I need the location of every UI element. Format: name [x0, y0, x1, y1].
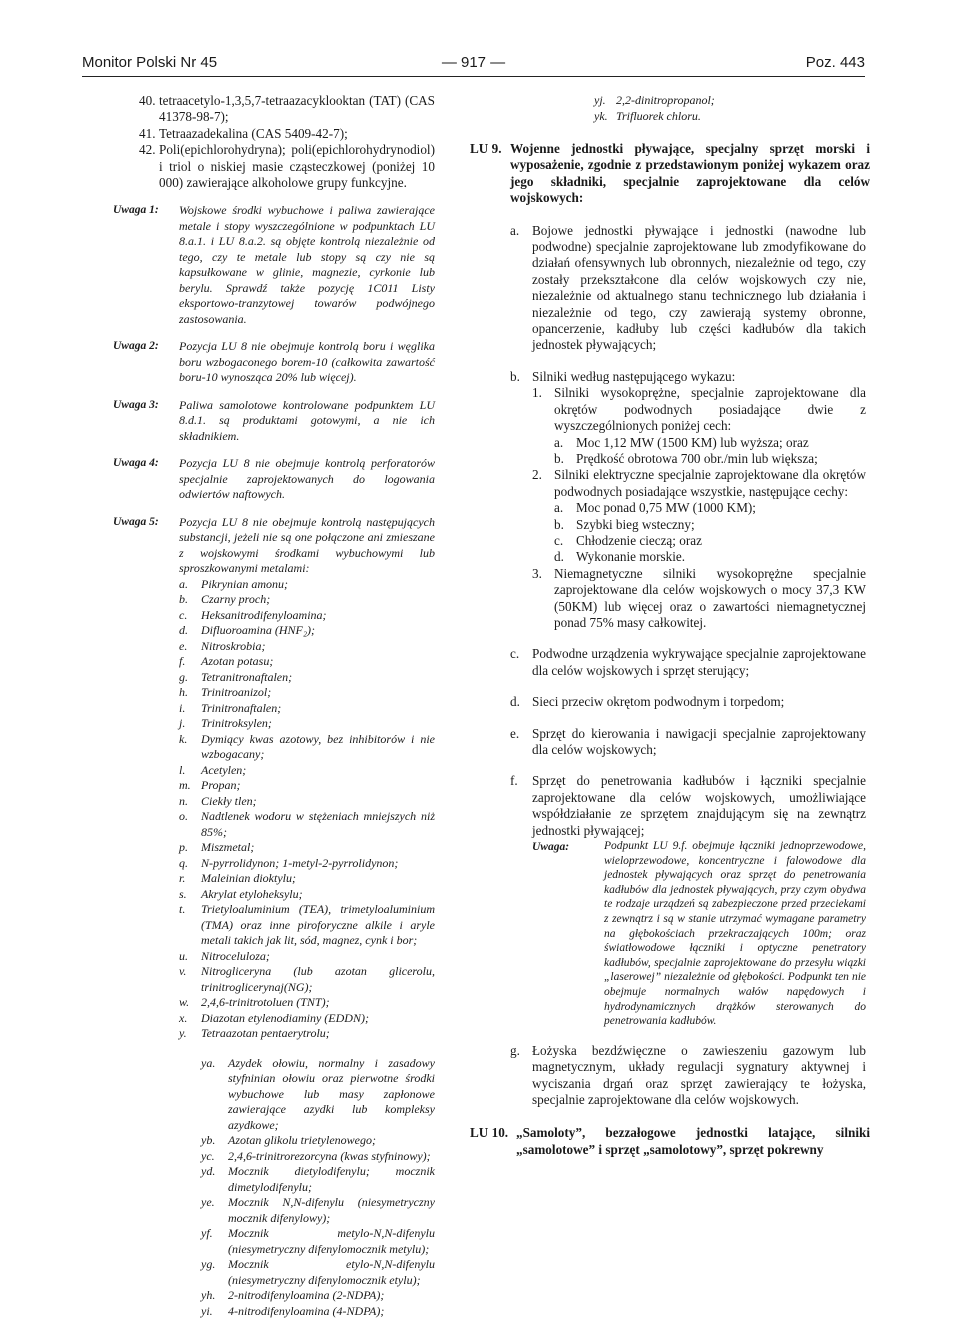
- page-header: [82, 54, 865, 76]
- list-item-letter: yb.: [201, 1133, 216, 1148]
- list-item-letter: yi.: [201, 1303, 213, 1318]
- note-label: Uwaga:: [532, 841, 570, 854]
- list-item: [179, 995, 435, 1011]
- list-item: [554, 517, 866, 533]
- engine-1-criteria: [554, 435, 866, 468]
- list-item-letter: b.: [554, 450, 564, 466]
- section-title: Wojenne jednostki pływające, specjalny sprzęt morski i wyposażenie, zgodnie z przedstawionym poniżej wykazem oraz jego składniki, specjalnie zaprojektowane dla celów wojskowych:: [510, 141, 870, 206]
- list-item-text: Tetranitronaftalen;: [201, 669, 293, 684]
- list-item-text: Akrylat etyloheksylu;: [201, 886, 303, 901]
- list-item: [179, 577, 435, 593]
- list-item-letter: a.: [179, 576, 188, 591]
- substance-list-extended: [201, 1056, 435, 1319]
- list-item-text: 4-nitrodifenyloamina (4-NDPA);: [228, 1303, 385, 1318]
- list-item-text: Mocznik N,N-difenylu (niesymetryczny mocznik difenylowy);: [228, 1195, 435, 1225]
- list-item: 40. tetraacetylo-1,3,5,7-tetraazacyklooktan (TAT) (CAS 41378-98-7);: [139, 93, 435, 125]
- list-item: [179, 654, 435, 670]
- list-item: [179, 1026, 435, 1042]
- list-item-text: Wykonanie morskie.: [576, 549, 686, 565]
- list-item: yj. 2,2-dinitropropanol;: [594, 93, 715, 107]
- list-item: [201, 1056, 435, 1134]
- lu9-item-a: a. Bojowe jednostki pływające i jednostki (nawodne lub podwodne) specjalnie zaprojektowane lub zmodyfikowane do działań ofensywnych lub obronnych, niezależnie od tego, czy zostały przekształcone dla celów wojskowych czy nie, niezależnie od aktualnego stanu technicznego lub działania i niezależnie od tego, czy zawierają systemy obronne, opancerzenie, kadłuby lub części kadłubów dla takich jednostek pływających;: [510, 222, 866, 353]
- list-item: [179, 887, 435, 903]
- list-item: [201, 1149, 435, 1165]
- lu9-item-g: g. Łożyska bezdźwięczne o zawieszeniu gazowym lub magnetycznym, układy regulacji sygnatury aktywnej i wyciszania drgań oraz sprzęt zawierający te łożyska, specjalnie zaprojektowane dla celów wojskowych.: [510, 1042, 866, 1107]
- list-item-letter: t.: [179, 902, 186, 917]
- list-item: [179, 778, 435, 794]
- section-number: LU 10.: [470, 1125, 509, 1141]
- engine-item-3: 3. Niemagnetyczne silniki wysokoprężne specjalnie zaprojektowane dla celów wojskowych o mocy 37,3 KW (50KM) lub więcej oraz o zawartości niemagnetycznej ponad 75% masy całkowitej.: [532, 565, 866, 630]
- list-item: [179, 608, 435, 624]
- list-item-text: Acetylen;: [201, 762, 247, 777]
- list-item-text: Heksanitrodifenyloamina;: [201, 607, 327, 622]
- engine-2-criteria: [554, 500, 866, 566]
- list-item-letter: q.: [179, 855, 188, 870]
- lu9-body: [510, 223, 866, 1109]
- list-item-letter: ya.: [201, 1055, 216, 1070]
- list-item-letter: y.: [179, 1026, 187, 1041]
- list-item-letter: a.: [554, 434, 564, 450]
- list-item-letter: l.: [179, 762, 186, 777]
- list-item-text: Moc ponad 0,75 MW (1000 KM);: [576, 500, 756, 516]
- section-number: LU 9.: [470, 141, 502, 156]
- list-item-letter: c.: [554, 532, 564, 548]
- list-item: [201, 1257, 435, 1288]
- list-item-text: Szybki bieg wsteczny;: [576, 516, 695, 532]
- note-label: Uwaga 2:: [113, 340, 159, 353]
- list-item: [179, 763, 435, 779]
- lu9-heading: [470, 141, 870, 207]
- list-item-letter: m.: [179, 778, 191, 793]
- lu9-item-d: d. Sieci przeciw okrętom podwodnym i torpedom;: [510, 694, 785, 710]
- section-title: „Samoloty”, bezzałogowe jednostki latające, silniki „samolotowe” i sprzęt „samolotowy”, sprzęt pokrewny: [516, 1125, 870, 1157]
- list-item: [201, 1133, 435, 1149]
- list-item-text: Ciekły tlen;: [201, 793, 257, 808]
- lu9-item-f: f. Sprzęt do penetrowania kadłubów i łączniki specjalnie zaprojektowane dla celów wojskowych, umożliwiające współdziałanie ze sprzętem znajdującym się na zewnątrz jednostki pływającej;: [510, 773, 866, 838]
- list-item-text: Nitrogliceryna (lub azotan glicerolu, trinitroglicerynaj(NG);: [201, 964, 435, 994]
- list-item-text: 2-nitrodifenyloamina (2-NDPA);: [228, 1288, 385, 1303]
- list-item-letter: j.: [179, 716, 186, 731]
- list-item-text: Nitroskrobia;: [201, 638, 266, 653]
- note-label: Uwaga 3:: [113, 398, 159, 411]
- list-item: [201, 1164, 435, 1195]
- list-item: 41. Tetraazadekalina (CAS 5409-42-7);: [139, 125, 348, 141]
- note-5: [113, 515, 435, 1319]
- notes-section: [113, 203, 435, 1319]
- list-item-letter: p.: [179, 840, 188, 855]
- list-item-letter: yg.: [201, 1257, 216, 1272]
- list-item-text: Propan;: [201, 778, 241, 793]
- list-item-text: Azotan glikolu trietylenowego;: [228, 1133, 376, 1148]
- list-item-letter: a.: [554, 500, 564, 516]
- note-text: Pozycja LU 8 nie obejmuje kontrolą boru i węglika boru wzbogaconego borem-10 (całkowita zawartość boru-10 wynosząca 20% lub więcej).: [179, 339, 435, 385]
- list-item-text: 2,4,6-trinitrorezorcyna (kwas styfninowy);: [228, 1148, 431, 1163]
- list-item-text: Miszmetal;: [201, 840, 255, 855]
- header-rule: [82, 76, 865, 77]
- note-text: Podpunkt LU 9.f. obejmuje łączniki jednoprzewodowe, wieloprzewodowe, koncentryczne i falowodowe dla jednostek pływających oraz sprzęt do penetrowania kadłubów dla jednostek pływających, przy czym obydwa te rodzaje urządzeń są zabezpieczone przed przeciekami z zewnątrz i są w stanie utrzymać wymagane parametry na głębokościach przekraczających 100m; oraz światłowodowe łączniki i optyczne penetratory kadłubów, specjalnie zaprojektowane do przesyłu wiązki „laserowej” niezależnie od głębokości. Podpunkt ten nie obejmuje normalnych wałów napędowych i hydrodynamicznych drążków sterowanych do penetrowania kadłubów.: [604, 840, 866, 1028]
- list-item-text: 2,4,6-trinitrotoluen (TNT);: [201, 995, 330, 1010]
- list-item-text: Pikrynian amonu;: [201, 576, 288, 591]
- note-4: [113, 456, 435, 503]
- list-item-text: Tetraazotan pentaerytrolu;: [201, 1026, 330, 1041]
- list-item: [179, 623, 435, 639]
- list-item-text: Nitroceluloza;: [201, 948, 270, 963]
- list-item: [179, 871, 435, 887]
- list-item: [554, 533, 866, 549]
- list-item: [179, 701, 435, 717]
- list-item-text: Trinitronaftalen;: [201, 700, 282, 715]
- list-item-letter: o.: [179, 809, 188, 824]
- list-item-text: Diazotan etylenodiaminy (EDDN);: [201, 1010, 369, 1025]
- engine-item-1: 1. Silniki wysokoprężne, specjalnie zaprojektowane dla okrętów podwodnych posiadające dwie z wyszczególnionych poniżej cech:: [532, 385, 866, 434]
- note-label: Uwaga 1:: [113, 204, 159, 217]
- publication-title: Monitor Polski Nr 45: [82, 54, 218, 71]
- list-item: [201, 1304, 435, 1319]
- list-item-text: Mocznik metylo-N,N-difenylu (niesymetryczny difenylomocznik metylu);: [228, 1226, 435, 1256]
- list-item-letter: s.: [179, 886, 187, 901]
- list-item-letter: ye.: [201, 1195, 215, 1210]
- list-item-text: Trietyloaluminium (TEA), trimetyloaluminium (TMA) oraz inne piroforyczne alkile i aryle metali takich jak lit, sód, magnez, cynk i bor;: [201, 902, 435, 948]
- list-item-letter: yf.: [201, 1226, 213, 1241]
- note-label: Uwaga 4:: [113, 457, 159, 470]
- list-item-letter: yh.: [201, 1288, 216, 1303]
- list-item: [179, 809, 435, 840]
- list-item-letter: b.: [554, 516, 564, 532]
- list-item: [179, 670, 435, 686]
- list-item-text: Chłodzenie cieczą; oraz: [576, 532, 702, 548]
- list-item-text: Difluoroamina (HNF₂);: [201, 623, 316, 638]
- list-item-text: Nadtlenek wodoru w stężeniach mniejszych niż 85%;: [201, 809, 435, 839]
- note-label: Uwaga 5:: [113, 515, 159, 528]
- list-item: [179, 794, 435, 810]
- list-item-text: Trinitroksylen;: [201, 716, 272, 731]
- lu9-item-c: c. Podwodne urządzenia wykrywające specjalnie zaprojektowane dla celów wojskowych i sprzęt sterujący;: [510, 646, 866, 678]
- list-item: [554, 451, 866, 467]
- right-column: [470, 93, 870, 1158]
- numbered-list-40-42: [139, 93, 435, 191]
- note-text: Wojskowe środki wybuchowe i paliwa zawierające metale i stopy wyszczególnione w podpunktach LU 8.a.1. i LU 8.a.2. są objęte kontrolą niezależnie od tego, czy te metale lub stopy są czy nie są kapsułkowane w glinie, magnezie, cyrkonie lub berylu. Sprawdź także pozycję 1C011 Listy eksportowo-tranzytowej towarów podwójnego zastosowania.: [179, 203, 435, 326]
- list-item: [201, 1195, 435, 1226]
- list-item: [554, 435, 866, 451]
- note-text: Paliwa samolotowe kontrolowane podpunktem LU 8.d.1. są produktami gotowymi, a nie ich składnikiem.: [179, 397, 435, 443]
- list-item: yk. Trifluorek chloru.: [594, 108, 701, 123]
- list-item: [179, 856, 435, 872]
- list-item-text: Mocznik etylo-N,N-difenylu (niesymetryczny difenylomocznik etylu);: [228, 1257, 435, 1287]
- list-item: [179, 949, 435, 965]
- note-2: [113, 339, 435, 386]
- list-item-letter: g.: [179, 669, 188, 684]
- list-item: [179, 685, 435, 701]
- list-item: [179, 716, 435, 732]
- lu10-heading: [470, 1125, 870, 1158]
- list-item-letter: b.: [179, 592, 188, 607]
- list-item-letter: d.: [179, 623, 188, 638]
- continued-list: [594, 93, 870, 124]
- position-number: Poz. 443: [805, 54, 865, 71]
- lu9-f-note: [532, 839, 866, 1029]
- list-item-text: Azotan potasu;: [201, 654, 274, 669]
- list-item: [201, 1226, 435, 1257]
- list-item: [179, 840, 435, 856]
- list-item-letter: w.: [179, 995, 190, 1010]
- list-item-letter: i.: [179, 700, 186, 715]
- substance-list: [179, 577, 435, 1042]
- lu9-item-b: b. Silniki według następującego wykazu:: [510, 368, 736, 384]
- note-3: [113, 398, 435, 445]
- list-item-letter: d.: [554, 549, 564, 565]
- list-item-text: Moc 1,12 MW (1500 KM) lub wyższa; oraz: [576, 434, 809, 450]
- list-item: [179, 732, 435, 763]
- list-item: [179, 964, 435, 995]
- left-column: [113, 93, 435, 1319]
- list-item: [179, 1011, 435, 1027]
- list-item-text: Trinitroanizol;: [201, 685, 272, 700]
- list-item: [179, 902, 435, 949]
- list-item-letter: yd.: [201, 1164, 216, 1179]
- list-item-text: N-pyrrolidynon; 1-metyl-2-pyrrolidynon;: [201, 855, 399, 870]
- list-item-text: Dymiący kwas azotowy, bez inhibitorów i nie wzbogacany;: [201, 731, 435, 762]
- list-item: 42. Poli(epichlorohydryna); poli(epichlorohydrynodiol) i triol o niskiej masie cząsteczkowej (poniżej 10 000) zawierające alkoholowe grupy funkcyjne.: [139, 142, 435, 191]
- note-text: Pozycja LU 8 nie obejmuje kontrolą perforatorów specjalnie zaprojektowanych do logowania odwiertów naftowych.: [179, 456, 435, 502]
- engine-item-2: 2. Silniki elektryczne specjalnie zaprojektowane dla okrętów podwodnych posiadające wszystkie, następujące cechy:: [532, 467, 866, 499]
- list-item-letter: v.: [179, 964, 187, 979]
- list-item-text: Prędkość obrotowa 700 obr./min lub większa;: [576, 450, 818, 466]
- list-item-letter: k.: [179, 731, 188, 746]
- list-item-letter: e.: [179, 638, 188, 653]
- list-item-letter: c.: [179, 607, 188, 622]
- list-item-letter: x.: [179, 1010, 188, 1025]
- list-item-letter: h.: [179, 685, 188, 700]
- list-item-letter: yc.: [201, 1148, 215, 1163]
- note-text: Pozycja LU 8 nie obejmuje kontrolą następujących substancji, jeżeli nie są one połączone ani zmieszane z wojskowymi środkami wybuchowymi lub sproszkowanymi metalami:: [179, 514, 435, 576]
- lu9-item-e: e. Sprzęt do kierowania i nawigacji specjalnie zaprojektowany dla celów wojskowych;: [510, 725, 866, 757]
- list-item: [554, 500, 866, 516]
- list-item: [554, 549, 866, 565]
- list-item: [179, 592, 435, 608]
- list-item: [179, 639, 435, 655]
- list-item-letter: r.: [179, 871, 186, 886]
- note-1: [113, 203, 435, 327]
- list-item-text: Mocznik dietylodifenylu; mocznik dimetylodifenylu;: [228, 1164, 435, 1194]
- page-number: — 917 —: [441, 54, 506, 71]
- engines-list: [532, 385, 866, 631]
- list-item-text: Czarny proch;: [201, 592, 271, 607]
- list-item-text: Azydek ołowiu, normalny i zasadowy styfninian ołowiu oraz pierwotne środki wybuchowe lub masy zapłonowe zawierające azydki lub kompleksy azydkowe;: [228, 1055, 435, 1132]
- list-item: [201, 1288, 435, 1304]
- list-item-letter: f.: [179, 654, 186, 669]
- list-item-letter: u.: [179, 948, 188, 963]
- list-item-letter: n.: [179, 793, 188, 808]
- list-item-text: Maleinian dioktylu;: [201, 871, 296, 886]
